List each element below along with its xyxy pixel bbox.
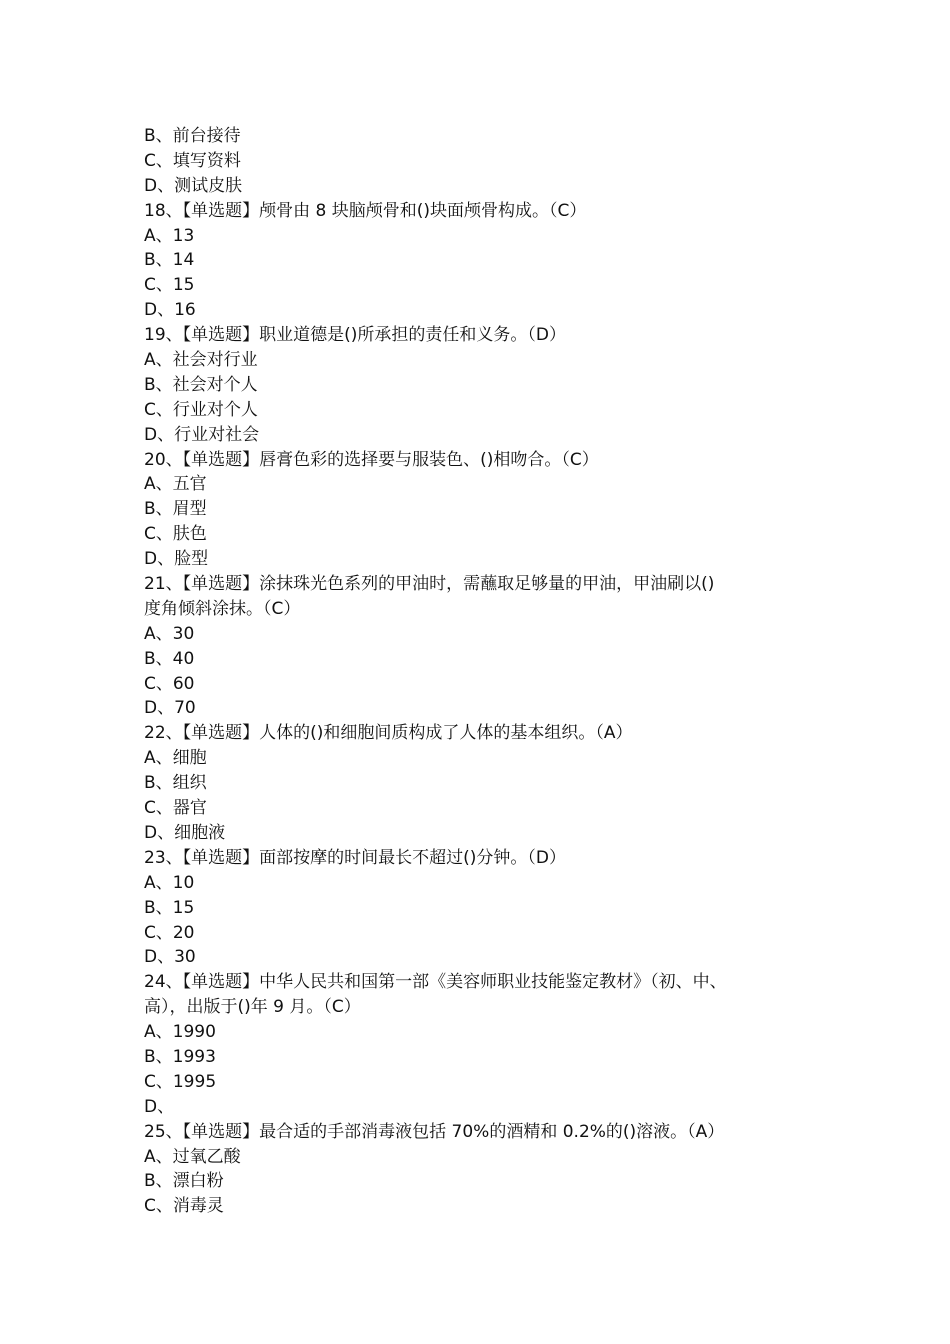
option-line: B、1993 <box>144 1046 216 1067</box>
option-line: A、13 <box>144 225 195 246</box>
option-line: C、器官 <box>144 798 207 819</box>
option-line: D、70 <box>144 698 196 719</box>
option-line: A、1990 <box>144 1022 216 1043</box>
option-line: C、消毒灵 <box>144 1196 224 1217</box>
option-line: B、眉型 <box>144 499 207 520</box>
option-line: C、肤色 <box>144 524 207 545</box>
option-line: C、填写资料 <box>144 150 241 171</box>
option-line: C、20 <box>144 922 195 943</box>
document-page <box>144 124 834 1219</box>
option-line: A、30 <box>144 623 195 644</box>
option-line: D、脸型 <box>144 549 209 570</box>
option-line: B、社会对个人 <box>144 374 258 395</box>
option-line: D、 <box>144 1096 175 1117</box>
option-line: A、过氧乙酸 <box>144 1146 241 1167</box>
question-line-continued: 度角倾斜涂抹。（C） <box>144 598 301 619</box>
option-line: A、社会对行业 <box>144 350 258 371</box>
option-line: B、15 <box>144 897 195 918</box>
option-line: D、30 <box>144 947 196 968</box>
option-line: B、前台接待 <box>144 126 241 146</box>
option-line: B、组织 <box>144 773 207 794</box>
question-line: 22、【单选题】人体的()和细胞间质构成了人体的基本组织。（A） <box>144 723 633 744</box>
option-line: D、行业对社会 <box>144 424 260 445</box>
option-line: D、16 <box>144 300 196 321</box>
option-line: B、40 <box>144 648 195 669</box>
option-line: C、60 <box>144 673 195 694</box>
question-line: 19、【单选题】职业道德是()所承担的责任和义务。（D） <box>144 325 566 346</box>
option-line: A、10 <box>144 872 195 893</box>
question-line-continued: 高），出版于()年 9 月。（C） <box>144 997 361 1018</box>
question-line: 24、【单选题】中华人民共和国第一部《美容师职业技能鉴定教材》（初、中、 <box>144 972 727 993</box>
question-line: 23、【单选题】面部按摩的时间最长不超过()分钟。（D） <box>144 847 566 868</box>
option-line: C、行业对个人 <box>144 399 258 420</box>
option-line: C、15 <box>144 275 195 296</box>
option-line: A、五官 <box>144 474 207 495</box>
question-line: 21、【单选题】涂抹珠光色系列的甲油时，需蘸取足够量的甲油，甲油刷以() <box>144 574 715 595</box>
option-line: D、细胞液 <box>144 822 226 843</box>
option-line: D、测试皮肤 <box>144 175 243 196</box>
option-line: A、细胞 <box>144 748 207 769</box>
option-line: B、14 <box>144 250 195 271</box>
option-line: B、漂白粉 <box>144 1171 224 1192</box>
question-line: 18、【单选题】颅骨由 8 块脑颅骨和()块面颅骨构成。（C） <box>144 200 587 221</box>
question-line: 25、【单选题】最合适的手部消毒液包括 70%的酒精和 0.2%的()溶液。（A） <box>144 1121 725 1142</box>
option-line: C、1995 <box>144 1071 217 1092</box>
question-line: 20、【单选题】唇膏色彩的选择要与服装色、()相吻合。（C） <box>144 449 599 470</box>
